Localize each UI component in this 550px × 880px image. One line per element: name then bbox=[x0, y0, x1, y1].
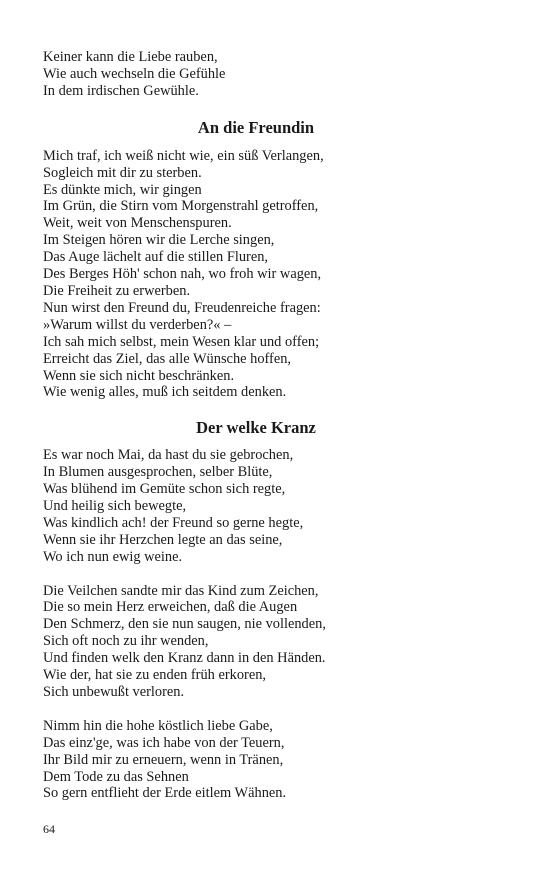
verse-line: Was kindlich ach! der Freund so gerne hegte, bbox=[43, 514, 304, 531]
verse-line: Nun wirst den Freund du, Freudenreiche fragen: bbox=[43, 299, 321, 316]
verse-line: Sogleich mit dir zu sterben. bbox=[43, 164, 202, 181]
poem-fragment bbox=[43, 49, 513, 100]
verse-line: Was blühend im Gemüte schon sich regte, bbox=[43, 481, 286, 498]
verse-line: Im Grün, die Stirn vom Morgenstrahl getroffen, bbox=[43, 198, 319, 215]
poem-der-welke-kranz bbox=[43, 447, 513, 802]
verse-line: Sich oft noch zu ihr wenden, bbox=[43, 633, 209, 650]
stanza bbox=[43, 718, 513, 803]
verse-line: Die Freiheit zu erwerben. bbox=[43, 282, 191, 299]
verse-line: Mich traf, ich weiß nicht wie, ein süß Verlangen, bbox=[43, 147, 324, 164]
verse-line: Es dünkte mich, wir gingen bbox=[43, 181, 202, 198]
stanza bbox=[43, 447, 513, 565]
verse-line: Des Berges Höh' schon nah, wo froh wir wagen, bbox=[43, 266, 322, 283]
verse-line: Und heilig sich bewegte, bbox=[43, 498, 187, 515]
verse-line: Es war noch Mai, da hast du sie gebrochen, bbox=[43, 447, 294, 464]
verse-line: Keiner kann die Liebe rauben, bbox=[43, 49, 218, 65]
poem-title: Der welke Kranz bbox=[196, 418, 316, 438]
verse-line: Die so mein Herz erweichen, daß die Augen bbox=[43, 599, 298, 616]
verse-line: Erreicht das Ziel, das alle Wünsche hoffen, bbox=[43, 350, 292, 367]
verse-line: Wie der, hat sie zu enden früh erkoren, bbox=[43, 667, 266, 684]
verse-line: Das einz'ge, was ich habe von der Teuern, bbox=[43, 734, 285, 751]
verse-line: Ihr Bild mir zu erneuern, wenn in Tränen, bbox=[43, 751, 284, 768]
verse-line: Im Steigen hören wir die Lerche singen, bbox=[43, 232, 275, 249]
verse-line: Ich sah mich selbst, mein Wesen klar und offen; bbox=[43, 333, 320, 350]
verse-line: In Blumen ausgesprochen, selber Blüte, bbox=[43, 464, 273, 481]
verse-line: Wenn sie sich nicht beschränken. bbox=[43, 367, 235, 384]
verse-line: Den Schmerz, den sie nun saugen, nie vollenden, bbox=[43, 616, 326, 633]
verse-line: »Warum willst du verderben?« – bbox=[43, 316, 232, 333]
page-number: 64 bbox=[43, 822, 55, 836]
verse-line: Wo ich nun ewig weine. bbox=[43, 548, 183, 565]
verse-line: Wie auch wechseln die Gefühle bbox=[43, 65, 226, 82]
verse-line: In dem irdischen Gewühle. bbox=[43, 82, 199, 99]
verse-line: Und finden welk den Kranz dann in den Händen. bbox=[43, 650, 326, 667]
stanza bbox=[43, 49, 513, 100]
verse-line: Nimm hin die hohe köstlich liebe Gabe, bbox=[43, 717, 273, 734]
verse-line: Wie wenig alles, muß ich seitdem denken. bbox=[43, 384, 287, 401]
verse-line: Die Veilchen sandte mir das Kind zum Zeichen, bbox=[43, 582, 319, 599]
verse-line: Weit, weit von Menschenspuren. bbox=[43, 215, 232, 232]
stanza bbox=[43, 148, 513, 402]
verse-line: Wenn sie ihr Herzchen legte an das seine, bbox=[43, 531, 283, 548]
page-body bbox=[43, 49, 513, 802]
poem-title: An die Freundin bbox=[197, 117, 315, 137]
verse-line: Sich unbewußt verloren. bbox=[43, 683, 185, 700]
stanza bbox=[43, 583, 513, 701]
verse-line: Dem Tode zu das Sehnen bbox=[43, 768, 189, 785]
poem-an-die-freundin bbox=[43, 148, 513, 402]
verse-line: So gern entflieht der Erde eitlem Wähnen. bbox=[43, 785, 287, 802]
verse-line: Das Auge lächelt auf die stillen Fluren, bbox=[43, 249, 268, 266]
